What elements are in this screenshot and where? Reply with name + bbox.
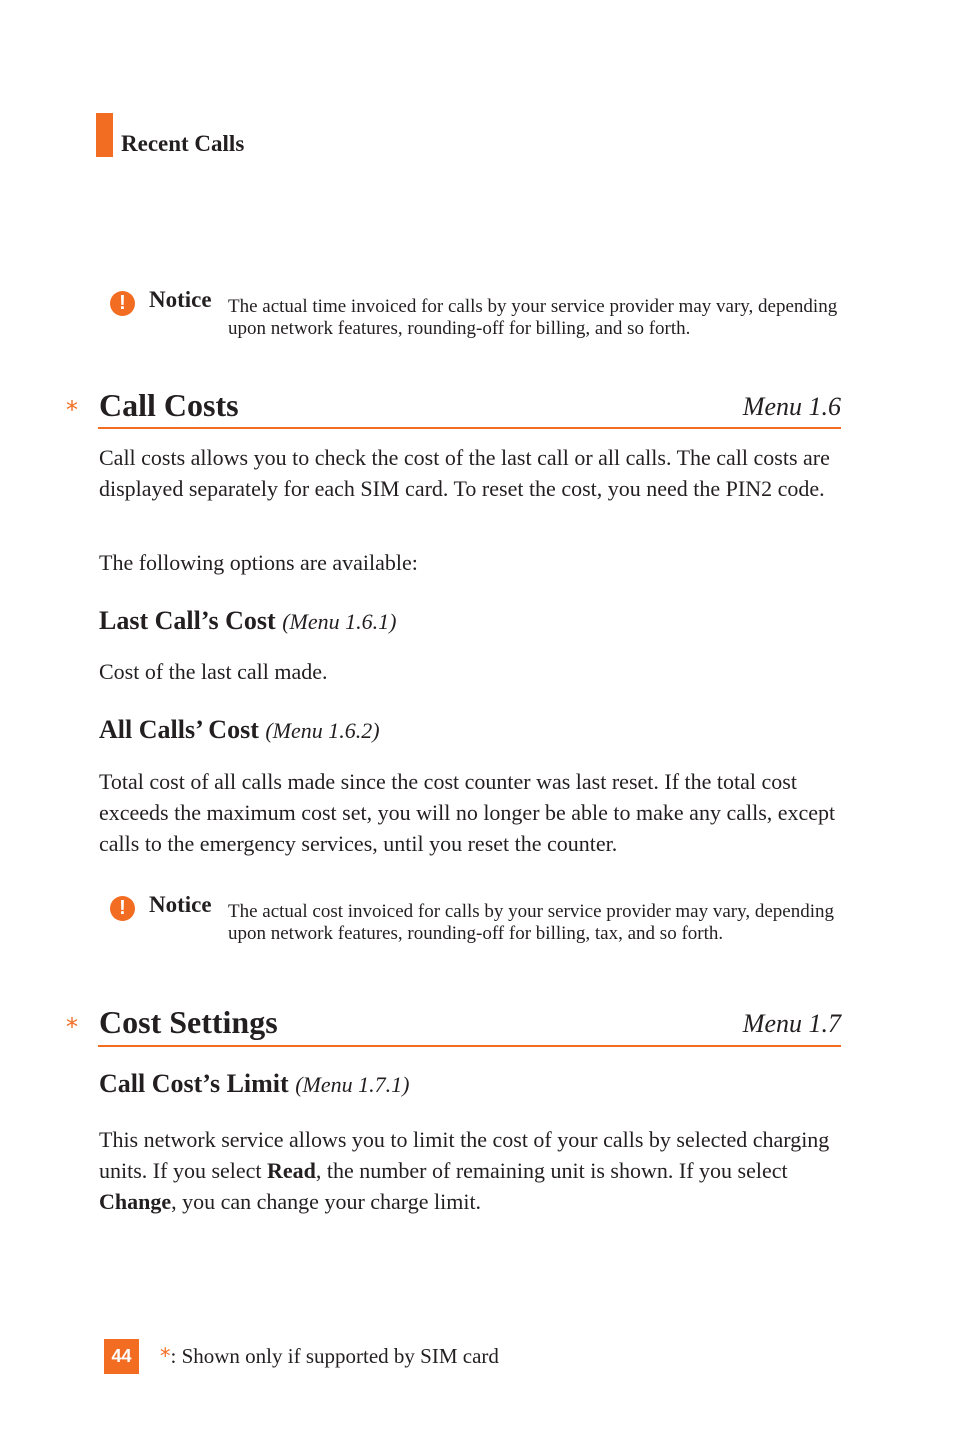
notice-text: The actual time invoiced for calls by your service provider may vary, depending upon network features, rounding-off for billing, and so forth. bbox=[228, 296, 838, 339]
subheading-title: Call Cost’s Limit bbox=[99, 1069, 289, 1098]
sim-star-icon: * bbox=[66, 1013, 78, 1041]
options-intro: The following options are available: bbox=[99, 550, 418, 575]
last-call-text: Cost of the last call made. bbox=[99, 659, 328, 684]
keyword-read: Read bbox=[267, 1158, 316, 1183]
subheading-title: All Calls’ Cost bbox=[99, 715, 259, 744]
section-header: Recent Calls bbox=[121, 131, 245, 156]
heading-rule bbox=[98, 427, 841, 429]
text-segment: , you can change your charge limit. bbox=[171, 1189, 482, 1214]
subheading-all-calls bbox=[99, 715, 380, 745]
cost-limit-text bbox=[99, 1124, 844, 1217]
subheading-menu: (Menu 1.7.1) bbox=[295, 1072, 410, 1097]
exclamation-icon: ! bbox=[110, 291, 135, 316]
subheading-menu: (Menu 1.6.1) bbox=[282, 609, 397, 634]
all-calls-text: Total cost of all calls made since the cost counter was last reset. If the total cost exceeds the maximum cost set, you will no longer be able to make any calls, except calls to the emergency services, until you reset the counter. bbox=[99, 769, 836, 856]
page-number: 44 bbox=[104, 1339, 139, 1374]
menu-ref-1-7: Menu 1.7 bbox=[742, 1009, 841, 1038]
call-costs-paragraph: Call costs allows you to check the cost of the last call or all calls. The call costs are displayed separately for each SIM card. To reset the cost, you need the PIN2 code. bbox=[99, 445, 830, 501]
heading-cost-settings: Cost Settings bbox=[99, 1004, 278, 1040]
sim-star-icon: * bbox=[66, 396, 78, 424]
subheading-title: Last Call’s Cost bbox=[99, 606, 276, 635]
exclamation-icon: ! bbox=[110, 896, 135, 921]
subheading-cost-limit bbox=[99, 1069, 409, 1099]
section-marker bbox=[96, 113, 113, 157]
subheading-menu: (Menu 1.6.2) bbox=[265, 718, 380, 743]
heading-call-costs: Call Costs bbox=[99, 387, 239, 423]
notice-label: Notice bbox=[149, 892, 212, 917]
notice-label: Notice bbox=[149, 287, 212, 312]
sim-star-icon: * bbox=[160, 1344, 171, 1368]
subheading-last-call bbox=[99, 606, 396, 636]
heading-rule bbox=[98, 1045, 841, 1047]
text-segment: This network service allows you to limit the cost of your calls by selected charging units. If you select bbox=[99, 1127, 830, 1183]
footnote-text: : Shown only if supported by SIM card bbox=[170, 1344, 499, 1368]
notice-text: The actual cost invoiced for calls by your service provider may vary, depending upon network features, rounding-off for billing, tax, and so forth. bbox=[228, 901, 835, 944]
text-segment: , the number of remaining unit is shown. If you select bbox=[315, 1158, 788, 1183]
footnote bbox=[160, 1344, 499, 1369]
menu-ref-1-6: Menu 1.6 bbox=[742, 392, 841, 421]
keyword-change: Change bbox=[99, 1189, 172, 1214]
